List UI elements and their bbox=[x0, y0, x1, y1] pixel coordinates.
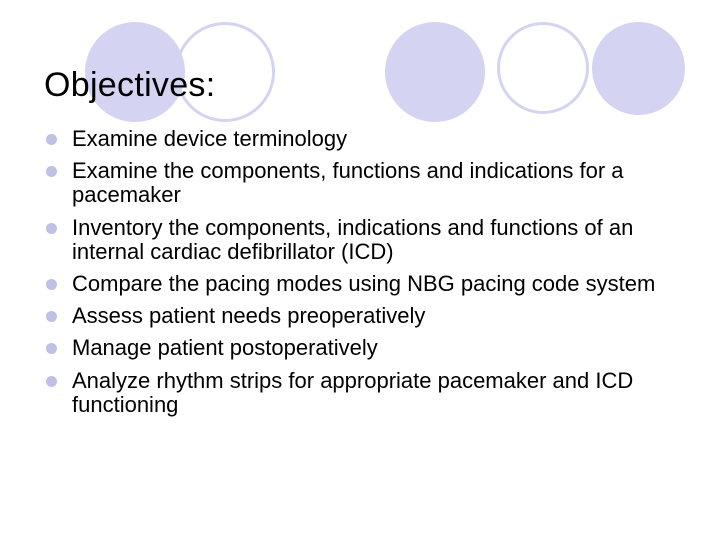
list-item-text: Compare the pacing modes using NBG pacing code system bbox=[72, 270, 656, 296]
bullet-dot-icon bbox=[46, 223, 57, 234]
bullet-dot-icon bbox=[46, 166, 57, 177]
slide-title: Objectives: bbox=[44, 66, 216, 104]
list-item bbox=[46, 369, 706, 417]
list-item-text: Manage patient postoperatively bbox=[72, 335, 378, 361]
list-item bbox=[46, 304, 706, 328]
bullet-dot-icon bbox=[46, 376, 57, 387]
decorative-circle-filled bbox=[385, 22, 485, 122]
list-item bbox=[46, 272, 706, 296]
list-item bbox=[46, 216, 706, 264]
objectives-list bbox=[46, 127, 706, 425]
bullet-dot-icon bbox=[46, 343, 57, 354]
decorative-circle-outline bbox=[497, 22, 589, 114]
list-item-text: Assess patient needs preoperatively bbox=[72, 303, 426, 329]
list-item-text: Inventory the components, indications and functions of an internal cardiac defibrillator (ICD) bbox=[72, 214, 634, 264]
list-item-text: Examine device terminology bbox=[72, 126, 348, 151]
list-item bbox=[46, 159, 706, 207]
list-item-text: Examine the components, functions and indications for a pacemaker bbox=[72, 158, 624, 208]
bullet-dot-icon bbox=[46, 279, 57, 290]
list-item bbox=[46, 127, 706, 151]
list-item-text: Analyze rhythm strips for appropriate pacemaker and ICD functioning bbox=[72, 367, 634, 417]
list-item bbox=[46, 336, 706, 360]
decorative-circle-filled bbox=[592, 22, 685, 115]
bullet-dot-icon bbox=[46, 311, 57, 322]
bullet-dot-icon bbox=[46, 134, 57, 145]
